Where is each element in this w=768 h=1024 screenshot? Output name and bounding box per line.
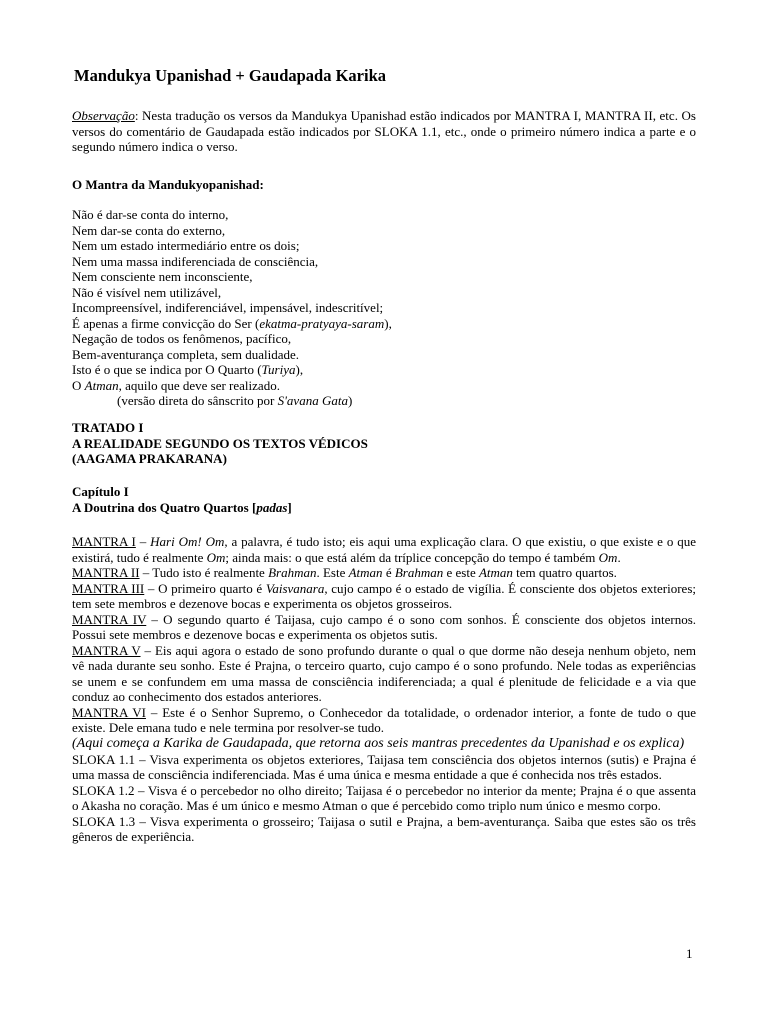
mantra-label: MANTRA VI xyxy=(72,704,146,720)
mantra-text: – Tudo isto é realmente xyxy=(139,565,269,580)
source-author: S'avana Gata xyxy=(277,393,348,408)
chapter-title-term: padas xyxy=(256,499,288,515)
mantra-text: . Este xyxy=(316,565,349,580)
mantra-text: – O primeiro quarto é xyxy=(144,580,266,596)
treatise-heading xyxy=(72,420,368,467)
observation-text: : Nesta tradução os versos da Mandukya Upanishad estão indicados por MANTRA I, MANTRA II, etc. Os versos do comentário de Gaudapada estão indicados por SLOKA 1.1, etc., onde o primeiro número indica a parte e o segundo número indica o verso. xyxy=(72,108,696,154)
mantra-5 xyxy=(72,643,696,705)
verse-line: Incompreensível, indiferenciável, impensável, indescritível; xyxy=(72,300,384,315)
mantra-term: Om xyxy=(206,549,226,565)
mantra-text: – Eis aqui agora o estado de sono profundo durante o qual o que dorme não deseja nenhum objeto, nem vê nada durante seu sonho. Este é Prajna, o terceiro quarto, cujo campo é o sono profundo. Nele todas as experiências se unem e se confundem em uma massa de consciência indiferenciada; a qual é plenitude de felicidade e a via que conduz ao conhecimento dos estados anteriores. xyxy=(72,642,696,704)
mantra-verse xyxy=(72,207,692,409)
mantra-term: Atman xyxy=(348,565,383,580)
verse-line xyxy=(72,316,692,332)
mantra-6 xyxy=(72,705,696,736)
verse-line xyxy=(72,362,692,378)
verse-line: Nem dar-se conta do externo, xyxy=(72,222,226,238)
mantra-term: Brahman xyxy=(268,565,317,580)
mantra-1 xyxy=(72,534,696,565)
verse-text: ), xyxy=(384,315,392,331)
verse-text: ), xyxy=(295,362,304,377)
mantra-label: MANTRA I xyxy=(72,534,136,549)
chapter-title-text: A Doutrina dos Quatro Quartos [ xyxy=(72,499,257,515)
mantra-term: Brahman xyxy=(394,565,444,580)
sloka-1-1: SLOKA 1.1 – Visva experimenta os objetos exteriores, Taijasa tem consciência dos objetos internos (sutis) e Prajna é uma massa de consciência indiferenciada. Mas é uma única e mesma entidade a que é conhecida nos três estados. xyxy=(72,751,696,782)
verse-term: ekatma-pratyaya-saram xyxy=(259,315,385,331)
mantra-label: MANTRA III xyxy=(72,580,145,596)
mantra-text: é xyxy=(382,565,395,580)
verse-line xyxy=(72,378,692,394)
mantra-2 xyxy=(72,565,696,581)
verse-text: Isto é o que se indica por O Quarto ( xyxy=(72,362,262,377)
observation-label: Observação xyxy=(72,108,135,123)
verse-text: , aquilo que deve ser realizado. xyxy=(118,377,280,393)
sloka-1-2: SLOKA 1.2 – Visva é o percebedor no olho direito; Taijasa é o percebedor no interior da mente; Prajna é o que assenta o Akasha no coração. Mas é um único e mesmo Atman o que é percebido como triplo num único e mesmo corpo. xyxy=(72,782,696,813)
verse-term: Atman xyxy=(84,377,119,393)
verse-term: Turiya xyxy=(261,362,296,377)
verse-line: Nem uma massa indiferenciada de consciência, xyxy=(72,253,319,269)
verse-text: O xyxy=(72,377,85,393)
body-text xyxy=(72,534,696,845)
mantra-label: MANTRA IV xyxy=(72,611,147,627)
mantra-3 xyxy=(72,581,696,612)
mantra-term: Hari Om! Om xyxy=(150,534,225,549)
mantra-text: – O segundo quarto é Taijasa, cujo campo é o sono com sonhos. É consciente dos objetos internos. Possui sete membros e dezenove bocas e experimenta os objetos sutis. xyxy=(72,611,697,642)
mantra-text: . xyxy=(617,549,621,565)
source-text: (versão direta do sânscrito por xyxy=(117,393,278,408)
verse-line: Nem consciente nem inconsciente, xyxy=(72,269,253,284)
mantra-text: – Este é o Senhor Supremo, o Conhecedor da totalidade, o ordenador interior, a fonte de tudo o que existe. Dele emana tudo e nele termina por resolver-se tudo. xyxy=(72,704,696,735)
page-number: 1 xyxy=(686,946,693,961)
chapter-title-text: ] xyxy=(287,499,292,515)
mantra-label: MANTRA V xyxy=(72,642,141,658)
mantra-text: , cujo campo é o estado de vigília. É consciente dos objetos exteriores; tem sete membros e dezenove bocas e experimenta os objetos grosseiros. xyxy=(72,580,696,611)
mantra-text: , a palavra, é tudo isto; eis aqui uma explicação clara. O que existiu, o que existe e o que existirá, tudo é realmente xyxy=(72,534,696,565)
verse-line: Bem-aventurança completa, sem dualidade. xyxy=(72,346,300,362)
verse-source xyxy=(72,393,692,409)
verse-line: Nem um estado intermediário entre os dois; xyxy=(72,238,300,253)
treatise-subtitle: (AAGAMA PRAKARANA) xyxy=(72,451,227,466)
mantra-heading: O Mantra da Mandukyopanishad: xyxy=(72,177,264,192)
mantra-4 xyxy=(72,612,696,643)
mantra-term: Atman xyxy=(478,565,513,580)
mantra-term: Om xyxy=(598,549,618,565)
verse-line: Não é visível nem utilizável, xyxy=(72,284,222,300)
mantra-text: ; ainda mais: o que está além da tríplice concepção do tempo é também xyxy=(225,549,599,565)
mantra-term: Vaisvanara xyxy=(265,580,325,596)
source-text: ) xyxy=(347,393,353,408)
sloka-1-3: SLOKA 1.3 – Visva experimenta o grosseiro; Taijasa o sutil e Prajna, a bem-aventurança. Saiba que estes são os três gêneros de experiência. xyxy=(72,813,696,844)
verse-line: Negação de todos os fenômenos, pacífico, xyxy=(72,331,292,346)
chapter-title xyxy=(72,500,292,516)
document-title: Mandukya Upanishad + Gaudapada Karika xyxy=(74,66,387,85)
verse-line: Não é dar-se conta do interno, xyxy=(72,207,229,222)
mantra-text: – xyxy=(135,534,151,549)
verse-text: É apenas a firme convicção do Ser ( xyxy=(72,315,260,331)
karika-note: (Aqui começa a Karika de Gaudapada, que retorna aos seis mantras precedentes da Upanishad e os explica) xyxy=(72,735,685,751)
chapter-number: Capítulo I xyxy=(72,484,129,499)
treatise-number: TRATADO I xyxy=(72,420,144,435)
mantra-text: e este xyxy=(443,565,479,580)
mantra-label: MANTRA II xyxy=(72,565,140,580)
chapter-heading xyxy=(72,484,292,515)
mantra-text: tem quatro quartos. xyxy=(512,565,617,580)
observation-paragraph xyxy=(72,108,696,155)
treatise-title: A REALIDADE SEGUNDO OS TEXTOS VÉDICOS xyxy=(72,435,368,451)
